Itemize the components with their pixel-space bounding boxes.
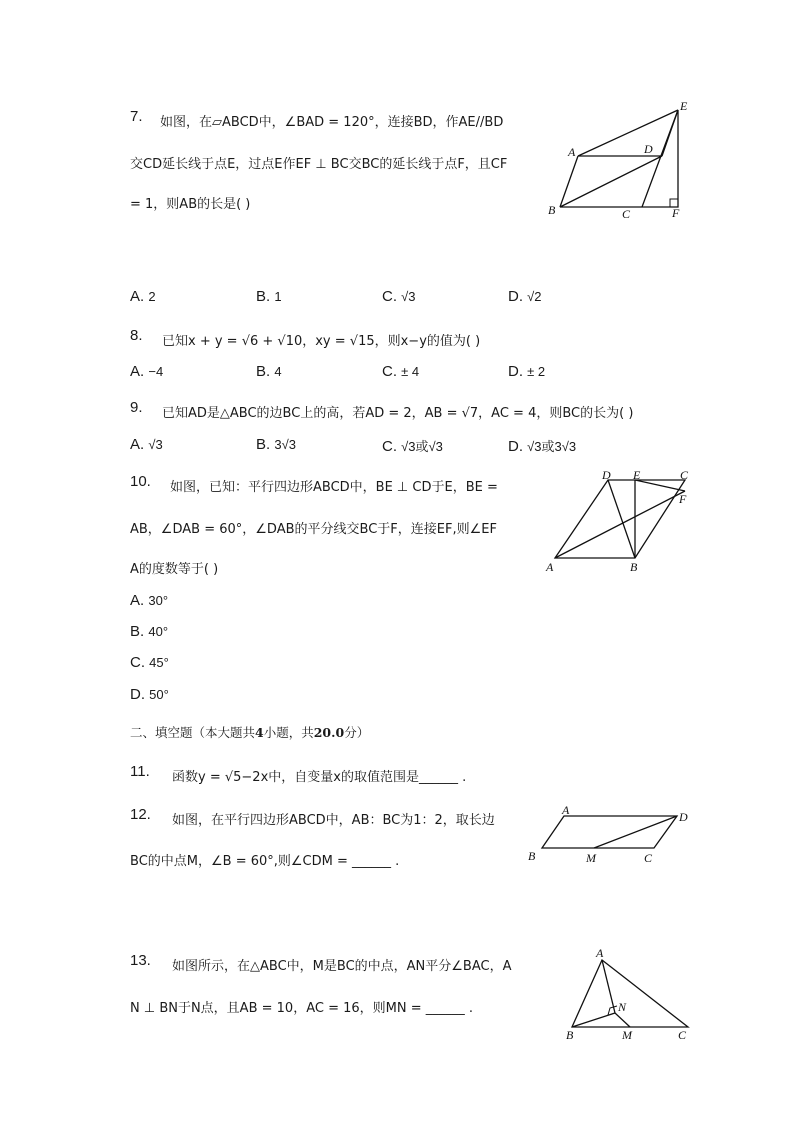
- q7-label-C: C: [622, 207, 631, 221]
- option-value: 1: [274, 289, 282, 304]
- section-question-count: 4: [255, 725, 264, 740]
- q13-label-M: M: [622, 1028, 632, 1042]
- q10-stem-line1: 如图，已知：平行四边形ABCD中，BE ⊥ CD于E，BE =: [170, 480, 498, 495]
- q7-label-D: D: [644, 142, 653, 156]
- option-value: ± 2: [527, 364, 546, 379]
- q13-label-A: A: [596, 946, 604, 960]
- q13-label-N: N: [618, 1000, 627, 1014]
- q7-option-c[interactable]: [382, 288, 416, 305]
- q13-number: 13.: [130, 952, 151, 969]
- q12-label-D: D: [679, 810, 688, 824]
- q10-stem-line2: AB，∠DAB = 60°，∠DAB的平分线交BC于F，连接EF,则∠EF: [130, 522, 497, 537]
- option-value: 4: [274, 364, 282, 379]
- q10-label-B: B: [630, 560, 638, 574]
- option-value: √3或√3: [401, 439, 443, 454]
- option-label: B.: [256, 363, 271, 380]
- q8-number: 8.: [130, 327, 143, 344]
- option-value: √3或3√3: [527, 439, 577, 454]
- q10-label-D: D: [602, 468, 611, 482]
- q9-number: 9.: [130, 399, 143, 416]
- option-label: A.: [130, 363, 145, 380]
- q7-label-A: A: [568, 145, 576, 159]
- option-value: 40°: [148, 624, 169, 639]
- q12-figure: [522, 800, 697, 870]
- option-label: D.: [508, 438, 523, 455]
- option-label: B.: [256, 436, 271, 453]
- q12-label-A: A: [562, 803, 570, 817]
- q10-option-d[interactable]: [130, 686, 169, 703]
- q9-option-d[interactable]: [508, 436, 576, 455]
- q10-label-F: F: [679, 492, 687, 506]
- section-score: 20.0: [313, 725, 345, 740]
- option-label: A.: [130, 436, 145, 453]
- option-value: −4: [148, 364, 164, 379]
- q12-stem-line2: BC的中点M，∠B = 60°,则∠CDM = ______ .: [130, 854, 400, 869]
- q9-stem: 已知AD是△ABC的边BC上的高，若AD = 2，AB = √7，AC = 4，则BC的长为( ): [162, 406, 634, 421]
- option-value: 3√3: [274, 437, 296, 452]
- option-label: B.: [130, 623, 145, 640]
- q9-option-b[interactable]: [256, 436, 296, 453]
- option-value: 50°: [149, 687, 169, 702]
- option-label: A.: [130, 592, 145, 609]
- option-value: √2: [527, 289, 542, 304]
- q10-option-b[interactable]: [130, 623, 168, 640]
- option-value: √3: [401, 289, 416, 304]
- option-value: 45°: [149, 655, 169, 670]
- q12-label-C: C: [644, 851, 653, 865]
- q7-option-a[interactable]: [130, 288, 156, 305]
- q10-label-A: A: [546, 560, 554, 574]
- q13-label-B: B: [566, 1028, 574, 1042]
- section-suffix: 分）: [344, 725, 370, 740]
- q7-option-b[interactable]: [256, 288, 282, 305]
- q11-number: 11.: [130, 763, 150, 780]
- q7-option-d[interactable]: [508, 288, 542, 305]
- q7-figure: [540, 98, 700, 223]
- q10-stem-line3: A的度数等于( ): [130, 562, 219, 577]
- q7-stem-line3: = 1，则AB的长是( ): [130, 197, 251, 212]
- option-value: 30°: [148, 593, 169, 608]
- q10-figure: [540, 465, 700, 580]
- q9-option-c[interactable]: [382, 436, 443, 455]
- q12-stem-line1: 如图，在平行四边形ABCD中，AB：BC为1：2，取长边: [172, 813, 495, 828]
- section-mid: 小题，共: [263, 725, 314, 740]
- option-label: C.: [382, 438, 397, 455]
- q7-label-B: B: [548, 203, 556, 217]
- q11-stem: 函数y = √5−2x中，自变量x的取值范围是______ .: [172, 770, 467, 785]
- q9-option-a[interactable]: [130, 436, 163, 453]
- q7-label-F: F: [672, 206, 680, 220]
- q12-label-M: M: [586, 851, 596, 865]
- option-label: C.: [382, 363, 397, 380]
- section-prefix: 二、填空题（本大题共: [130, 725, 256, 740]
- option-label: C.: [382, 288, 397, 305]
- q12-number: 12.: [130, 806, 151, 823]
- q13-stem-line2: N ⊥ BN于N点，且AB = 10，AC = 16，则MN = ______ .: [130, 1001, 473, 1016]
- section-heading: [130, 723, 369, 741]
- q7-number: 7.: [130, 108, 143, 125]
- q8-stem: 已知x + y = √6 + √10，xy = √15，则x−y的值为( ): [162, 334, 481, 349]
- option-label: D.: [508, 363, 523, 380]
- q12-label-B: B: [528, 849, 536, 863]
- option-label: D.: [508, 288, 523, 305]
- q8-option-d[interactable]: [508, 363, 545, 380]
- q7-stem-line1: 如图，在▱ABCD中，∠BAD = 120°，连接BD，作AE//BD: [160, 115, 504, 130]
- q10-option-c[interactable]: [130, 654, 169, 671]
- q13-label-C: C: [678, 1028, 687, 1042]
- option-label: B.: [256, 288, 271, 305]
- q10-label-E: E: [633, 468, 641, 482]
- option-label: D.: [130, 686, 145, 703]
- q10-option-a[interactable]: [130, 592, 168, 609]
- q10-label-C: C: [680, 468, 689, 482]
- q13-stem-line1: 如图所示，在△ABC中，M是BC的中点，AN平分∠BAC，A: [172, 959, 512, 974]
- option-value: 2: [148, 289, 156, 304]
- q13-figure: [560, 945, 700, 1045]
- option-value: √3: [148, 437, 163, 452]
- q7-stem-line2: 交CD延长线于点E，过点E作EF ⊥ BC交BC的延长线于点F，且CF: [130, 157, 508, 172]
- option-label: C.: [130, 654, 145, 671]
- option-label: A.: [130, 288, 145, 305]
- q8-option-b[interactable]: [256, 363, 282, 380]
- q8-option-c[interactable]: [382, 363, 419, 380]
- option-value: ± 4: [401, 364, 420, 379]
- q7-label-E: E: [680, 99, 688, 113]
- q8-option-a[interactable]: [130, 363, 163, 380]
- q10-number: 10.: [130, 473, 151, 490]
